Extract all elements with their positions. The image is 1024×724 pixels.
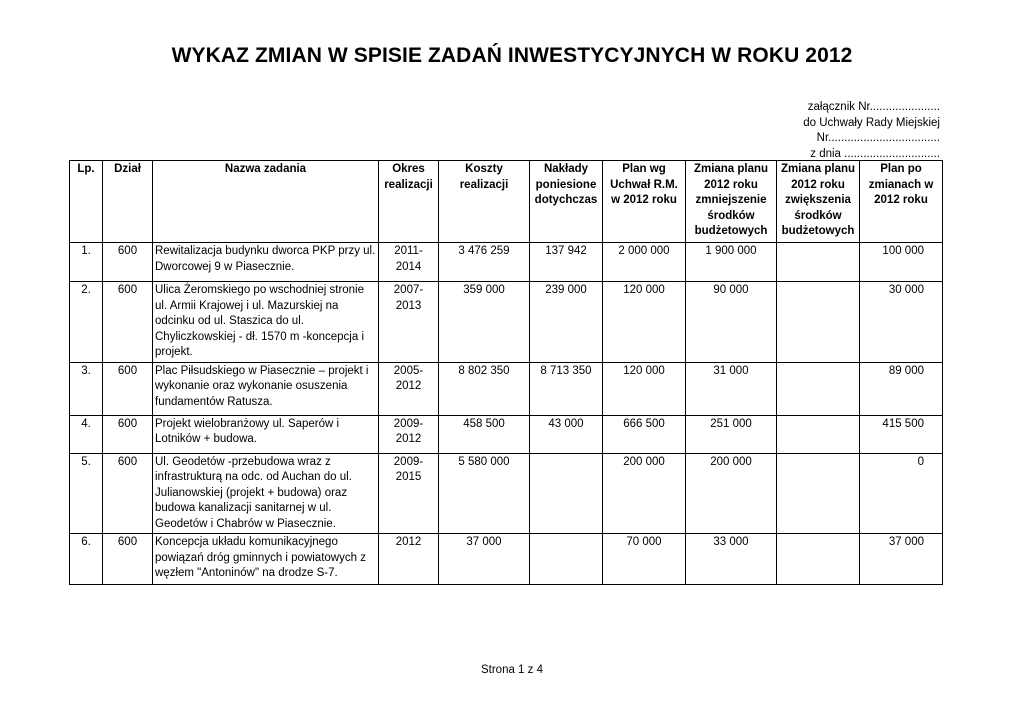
table-row xyxy=(70,453,943,534)
cell-dzial: 600 xyxy=(103,362,153,415)
cell-zwiekszenie xyxy=(777,282,860,363)
cell-zmniejszenie: 251 000 xyxy=(686,415,777,453)
cell-koszty: 8 802 350 xyxy=(439,362,530,415)
cell-plan-po: 30 000 xyxy=(860,282,943,363)
cell-lp: 2. xyxy=(70,282,103,363)
cell-zwiekszenie xyxy=(777,362,860,415)
cell-nazwa: Ulica Żeromskiego po wschodniej stronie ul. Armii Krajowej i ul. Mazurskiej na odcinku od ul. Staszica do ul. Chyliczkowskiej - dł. 1570 m -koncepcja i projekt. xyxy=(153,282,379,363)
cell-zmniejszenie: 31 000 xyxy=(686,362,777,415)
document-title: WYKAZ ZMIAN W SPISIE ZADAŃ INWESTYCYJNYCH W ROKU 2012 xyxy=(171,44,853,67)
table-header-row xyxy=(70,161,943,243)
cell-okres: 2009-2012 xyxy=(379,415,439,453)
cell-zmniejszenie: 200 000 xyxy=(686,453,777,534)
cell-koszty: 5 580 000 xyxy=(439,453,530,534)
cell-dzial: 600 xyxy=(103,534,153,585)
cell-nazwa: Projekt wielobranżowy ul. Saperów i Lotników + budowa. xyxy=(153,415,379,453)
table-row xyxy=(70,362,943,415)
cell-zwiekszenie xyxy=(777,415,860,453)
table-row xyxy=(70,534,943,585)
cell-plan-po: 89 000 xyxy=(860,362,943,415)
cell-okres: 2009-2015 xyxy=(379,453,439,534)
cell-koszty: 458 500 xyxy=(439,415,530,453)
cell-plan: 120 000 xyxy=(603,362,686,415)
header-okres: Okres realizacji xyxy=(379,161,439,243)
header-nazwa: Nazwa zadania xyxy=(153,161,379,243)
cell-nazwa: Ul. Geodetów -przebudowa wraz z infrastrukturą na odc. od Auchan do ul. Julianowskiej (projekt + budowa) oraz budowa kanalizacji sanitarnej w ul. Geodetów i Chabrów w Piasecznie. xyxy=(153,453,379,534)
cell-okres: 2012 xyxy=(379,534,439,585)
header-zmiana-zwiekszenie: Zmiana planu 2012 roku zwiększenia środków budżetowych xyxy=(777,161,860,243)
cell-plan-po: 0 xyxy=(860,453,943,534)
cell-plan: 2 000 000 xyxy=(603,243,686,282)
cell-zmniejszenie: 33 000 xyxy=(686,534,777,585)
cell-nazwa: Koncepcja układu komunikacyjnego powiązań dróg gminnych i powiatowych z węzłem "Antoninów" na drodze S-7. xyxy=(153,534,379,585)
table-row xyxy=(70,415,943,453)
cell-plan-po: 100 000 xyxy=(860,243,943,282)
cell-plan: 200 000 xyxy=(603,453,686,534)
annex-note xyxy=(720,100,940,162)
cell-naklady: 8 713 350 xyxy=(530,362,603,415)
annex-line-resolution: do Uchwały Rady Miejskiej xyxy=(803,116,940,129)
header-plan-po-zmianach: Plan po zmianach w 2012 roku xyxy=(860,161,943,243)
cell-plan: 666 500 xyxy=(603,415,686,453)
cell-lp: 3. xyxy=(70,362,103,415)
cell-okres: 2011-2014 xyxy=(379,243,439,282)
cell-naklady xyxy=(530,453,603,534)
cell-lp: 6. xyxy=(70,534,103,585)
cell-koszty: 359 000 xyxy=(439,282,530,363)
investment-table xyxy=(69,160,943,585)
cell-naklady: 43 000 xyxy=(530,415,603,453)
cell-nazwa: Plac Piłsudskiego w Piasecznie – projekt i wykonanie oraz wykonanie osuszenia fundamentów Ratusza. xyxy=(153,362,379,415)
cell-naklady: 239 000 xyxy=(530,282,603,363)
cell-zwiekszenie xyxy=(777,534,860,585)
cell-okres: 2005-2012 xyxy=(379,362,439,415)
cell-zwiekszenie xyxy=(777,243,860,282)
cell-plan: 120 000 xyxy=(603,282,686,363)
cell-okres: 2007-2013 xyxy=(379,282,439,363)
header-naklady: Nakłady poniesione dotychczas xyxy=(530,161,603,243)
annex-line-date: z dnia .............................. xyxy=(810,147,940,160)
annex-line-number: załącznik Nr...................... xyxy=(807,101,940,113)
cell-plan-po: 415 500 xyxy=(860,415,943,453)
cell-plan: 70 000 xyxy=(603,534,686,585)
cell-plan-po: 37 000 xyxy=(860,534,943,585)
header-plan: Plan wg Uchwał R.M. w 2012 roku xyxy=(603,161,686,243)
cell-zwiekszenie xyxy=(777,453,860,534)
cell-dzial: 600 xyxy=(103,243,153,282)
cell-dzial: 600 xyxy=(103,282,153,363)
cell-dzial: 600 xyxy=(103,415,153,453)
cell-zmniejszenie: 90 000 xyxy=(686,282,777,363)
cell-lp: 1. xyxy=(70,243,103,282)
cell-nazwa: Rewitalizacja budynku dworca PKP przy ul. Dworcowej 9 w Piasecznie. xyxy=(153,243,379,282)
page-number: Strona 1 z 4 xyxy=(480,664,543,676)
cell-naklady xyxy=(530,534,603,585)
header-lp: Lp. xyxy=(70,161,103,243)
cell-lp: 4. xyxy=(70,415,103,453)
table-row xyxy=(70,282,943,363)
annex-line-nr: Nr................................... xyxy=(816,132,940,144)
cell-naklady: 137 942 xyxy=(530,243,603,282)
header-dzial: Dział xyxy=(103,161,153,243)
header-koszty: Koszty realizacji xyxy=(439,161,530,243)
table-row xyxy=(70,243,943,282)
cell-dzial: 600 xyxy=(103,453,153,534)
cell-zmniejszenie: 1 900 000 xyxy=(686,243,777,282)
cell-koszty: 3 476 259 xyxy=(439,243,530,282)
cell-lp: 5. xyxy=(70,453,103,534)
header-zmiana-zmniejszenie: Zmiana planu 2012 roku zmniejszenie środków budżetowych xyxy=(686,161,777,243)
cell-koszty: 37 000 xyxy=(439,534,530,585)
